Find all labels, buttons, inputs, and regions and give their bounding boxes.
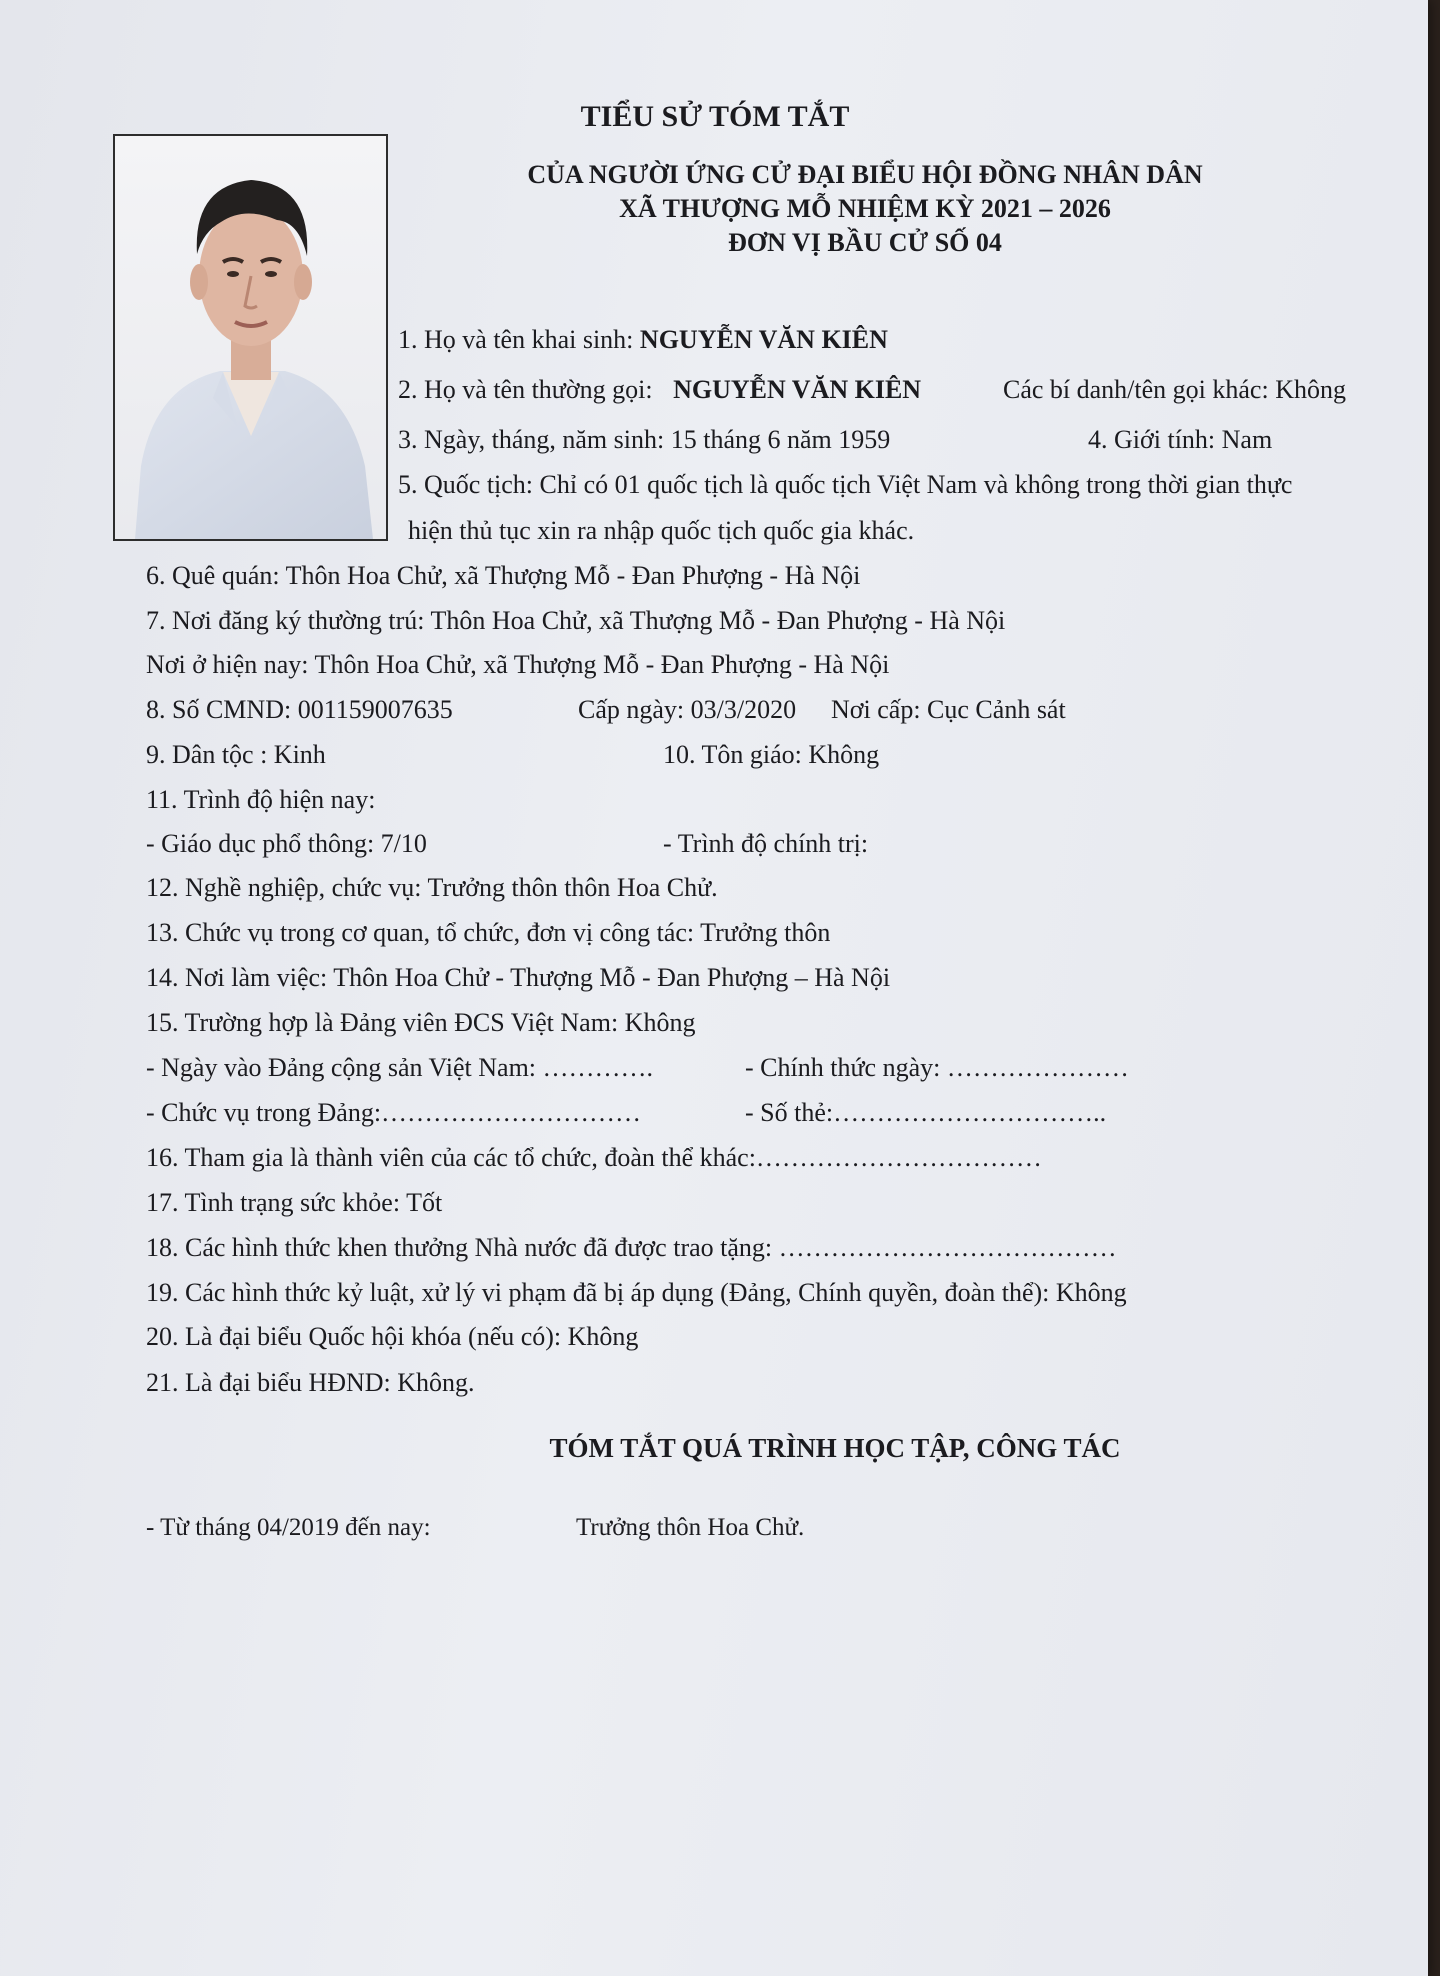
field-id-issue-date: Cấp ngày: 03/3/2020 — [578, 695, 797, 724]
field-workplace: 14. Nơi làm việc: Thôn Hoa Chử - Thượng Mỗ - Đan Phượng – Hà Nội — [146, 963, 891, 992]
header-line-1: CỦA NGƯỜI ỨNG CỬ ĐẠI BIỂU HỘI ĐỒNG NHÂN DÂN — [527, 160, 1203, 189]
birth-name-value: NGUYỄN VĂN KIÊN — [639, 325, 888, 354]
field-party-official-date: - Chính thức ngày: ………………… — [745, 1053, 1129, 1082]
field-common-name — [398, 375, 921, 405]
field-id-issuer: Nơi cấp: Cục Cảnh sát — [831, 695, 1066, 724]
field-general-education: - Giáo dục phổ thông: 7/10 — [146, 829, 427, 858]
field-birth-date: 3. Ngày, tháng, năm sinh: 15 tháng 6 năm 1959 — [398, 425, 891, 454]
field-current-residence: Nơi ở hiện nay: Thôn Hoa Chử, xã Thượng Mỗ - Đan Phượng - Hà Nội — [146, 650, 890, 679]
field-permanent-residence: 7. Nơi đăng ký thường trú: Thôn Hoa Chử, xã Thượng Mỗ - Đan Phượng - Hà Nội — [146, 606, 1006, 635]
field-national-assembly: 20. Là đại biểu Quốc hội khóa (nếu có): Không — [146, 1322, 639, 1351]
field-party-card: - Số thẻ:………………………….. — [745, 1098, 1107, 1127]
field-occupation: 12. Nghề nghiệp, chức vụ: Trưởng thôn thôn Hoa Chử. — [146, 873, 718, 902]
field-council-delegate: 21. Là đại biểu HĐND: Không. — [146, 1368, 475, 1397]
field-organizations: 16. Tham gia là thành viên của các tổ chức, đoàn thể khác:…………………………… — [146, 1143, 1042, 1172]
summary-section-title: TÓM TẮT QUÁ TRÌNH HỌC TẬP, CÔNG TÁC — [549, 1433, 1121, 1463]
header-line-3: ĐƠN VỊ BẦU CỬ SỐ 04 — [728, 228, 1002, 257]
field-position: 13. Chức vụ trong cơ quan, tổ chức, đơn vị công tác: Trưởng thôn — [146, 918, 831, 947]
candidate-portrait-photo — [113, 134, 388, 541]
field-party-join-date: - Ngày vào Đảng cộng sản Việt Nam: …………. — [146, 1053, 654, 1082]
field-discipline: 19. Các hình thức kỷ luật, xử lý vi phạm đã bị áp dụng (Đảng, Chính quyền, đoàn thể): Không — [146, 1278, 1127, 1307]
field-label: 1. Họ và tên khai sinh: — [398, 325, 634, 354]
common-name-value: NGUYỄN VĂN KIÊN — [673, 375, 922, 404]
field-birth-name — [398, 325, 888, 355]
field-hometown: 6. Quê quán: Thôn Hoa Chử, xã Thượng Mỗ - Đan Phượng - Hà Nội — [146, 561, 861, 590]
field-gender: 4. Giới tính: Nam — [1088, 425, 1273, 454]
portrait-image — [115, 136, 386, 539]
field-nationality-cont: hiện thủ tục xin ra nhập quốc tịch quốc gia khác. — [408, 516, 915, 545]
field-ethnicity: 9. Dân tộc : Kinh — [146, 740, 326, 769]
summary-role: Trưởng thôn Hoa Chử. — [576, 1514, 805, 1541]
document-title: TIỂU SỬ TÓM TẮT — [580, 100, 850, 133]
field-political-level: - Trình độ chính trị: — [663, 829, 869, 858]
field-religion: 10. Tôn giáo: Không — [663, 740, 880, 769]
field-id-number: 8. Số CMND: 001159007635 — [146, 695, 453, 724]
header-line-2: XÃ THƯỢNG MỖ NHIỆM KỲ 2021 – 2026 — [619, 194, 1111, 223]
field-health: 17. Tình trạng sức khỏe: Tốt — [146, 1188, 443, 1217]
field-aliases: Các bí danh/tên gọi khác: Không — [1003, 375, 1346, 404]
summary-period: - Từ tháng 04/2019 đến nay: — [146, 1514, 431, 1541]
field-label: 2. Họ và tên thường gọi: — [398, 375, 653, 404]
field-party-member: 15. Trường hợp là Đảng viên ĐCS Việt Nam: Không — [146, 1008, 696, 1037]
field-nationality: 5. Quốc tịch: Chỉ có 01 quốc tịch là quốc tịch Việt Nam và không trong thời gian thực — [398, 470, 1293, 499]
field-party-position: - Chức vụ trong Đảng:………………………… — [146, 1098, 642, 1127]
field-awards: 18. Các hình thức khen thưởng Nhà nước đã được trao tặng: ………………………………… — [146, 1233, 1117, 1262]
field-education-level: 11. Trình độ hiện nay: — [146, 785, 376, 814]
